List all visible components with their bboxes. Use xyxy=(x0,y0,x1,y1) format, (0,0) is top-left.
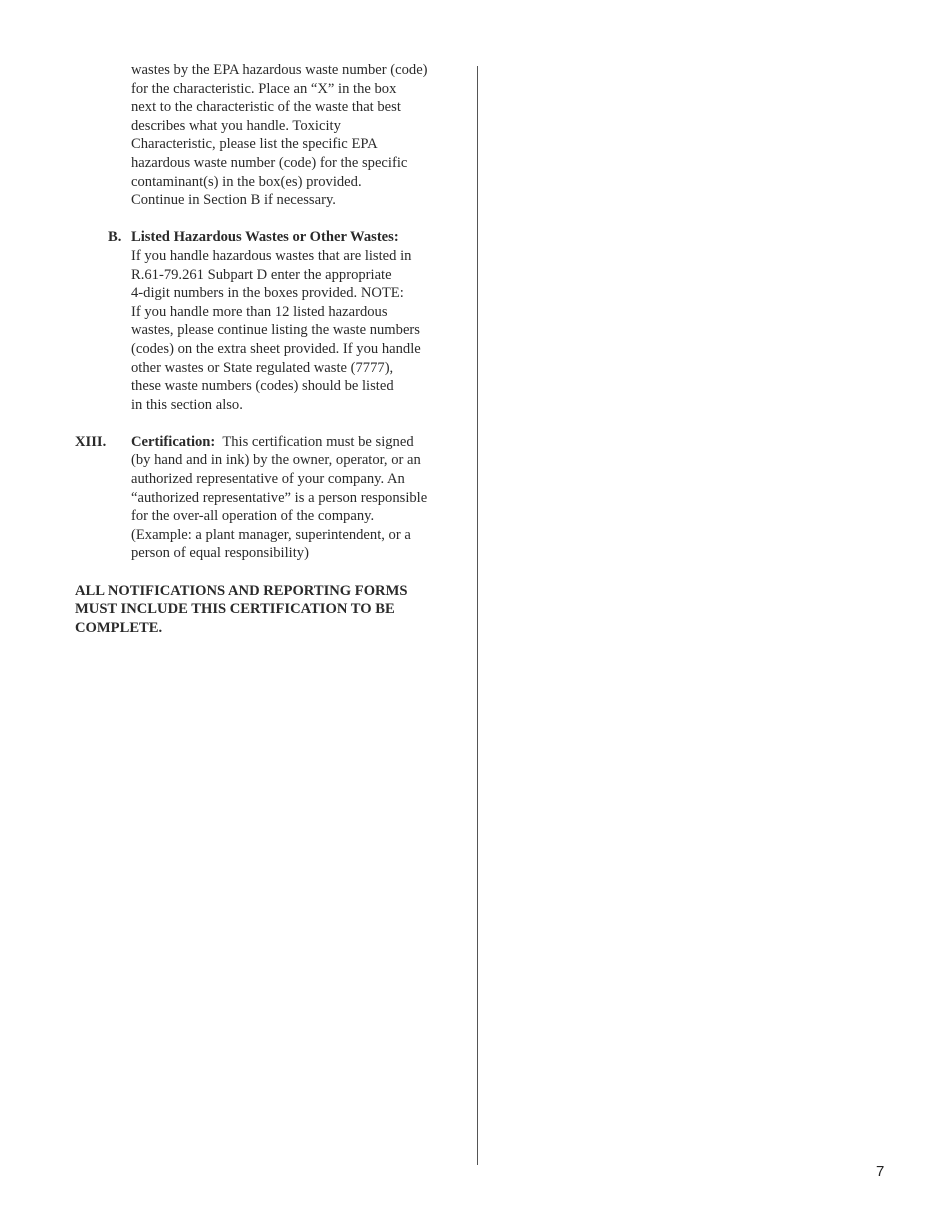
section-b-line: (codes) on the extra sheet provided. If you handle xyxy=(131,340,421,357)
section-xiii-line: “authorized representative” is a person responsible xyxy=(131,489,428,506)
section-b-line: If you handle hazardous wastes that are listed in xyxy=(131,247,412,264)
section-xiii-heading: Certification: xyxy=(131,433,216,450)
section-b-line: wastes, please continue listing the waste numbers xyxy=(131,322,420,339)
section-b-line: in this section also. xyxy=(131,396,243,413)
spacer xyxy=(75,563,460,582)
section-a-line: next to the characteristic of the waste that best xyxy=(131,99,401,116)
section-b-heading: Listed Hazardous Wastes or Other Wastes: xyxy=(131,229,399,246)
certification-notice xyxy=(75,582,460,638)
spacer xyxy=(75,210,460,229)
section-a-line: Continue in Section B if necessary. xyxy=(131,192,336,209)
section-xiii xyxy=(75,433,460,563)
section-b-line: 4-digit numbers in the boxes provided. NOTE: xyxy=(131,285,404,302)
section-b-line: If you handle more than 12 listed hazardous xyxy=(131,303,388,320)
section-b-line: other wastes or State regulated waste (7777), xyxy=(131,359,394,376)
section-xiii-first-line xyxy=(131,433,460,452)
section-a-line: contaminant(s) in the box(es) provided. xyxy=(131,173,362,190)
notice-line: MUST INCLUDE THIS CERTIFICATION TO BE xyxy=(75,601,395,618)
section-a-line: Characteristic, please list the specific EPA xyxy=(131,136,378,153)
section-a-line: wastes by the EPA hazardous waste number (code) xyxy=(131,62,428,78)
section-b-marker: B. xyxy=(108,229,122,246)
section-xiii-line: (Example: a plant manager, superintendent, or a xyxy=(131,526,411,543)
spacer xyxy=(75,414,460,433)
section-xiii-line: authorized representative of your company. An xyxy=(131,471,405,488)
column-divider xyxy=(477,66,478,1165)
section-xiii-first-line-text: This certification must be signed xyxy=(215,433,414,450)
left-column xyxy=(75,61,460,637)
section-b xyxy=(75,228,460,414)
section-xiii-marker: XIII. xyxy=(75,433,107,450)
section-a-line: describes what you handle. Toxicity xyxy=(131,117,341,134)
section-xiii-line: (by hand and in ink) by the owner, operator, or an xyxy=(131,452,421,469)
notice-line: ALL NOTIFICATIONS AND REPORTING FORMS xyxy=(75,582,408,599)
section-b-line: these waste numbers (codes) should be listed xyxy=(131,378,394,395)
section-a-continued xyxy=(75,61,460,210)
page-number: 7 xyxy=(876,1163,885,1180)
notice-line: COMPLETE. xyxy=(75,619,163,636)
section-b-line: R.61-79.261 Subpart D enter the appropriate xyxy=(131,266,392,283)
section-xiii-line: for the over-all operation of the company. xyxy=(131,508,375,525)
section-a-line: for the characteristic. Place an “X” in the box xyxy=(131,80,397,97)
section-a-line: hazardous waste number (code) for the specific xyxy=(131,154,408,171)
section-xiii-line: person of equal responsibility) xyxy=(131,545,309,562)
